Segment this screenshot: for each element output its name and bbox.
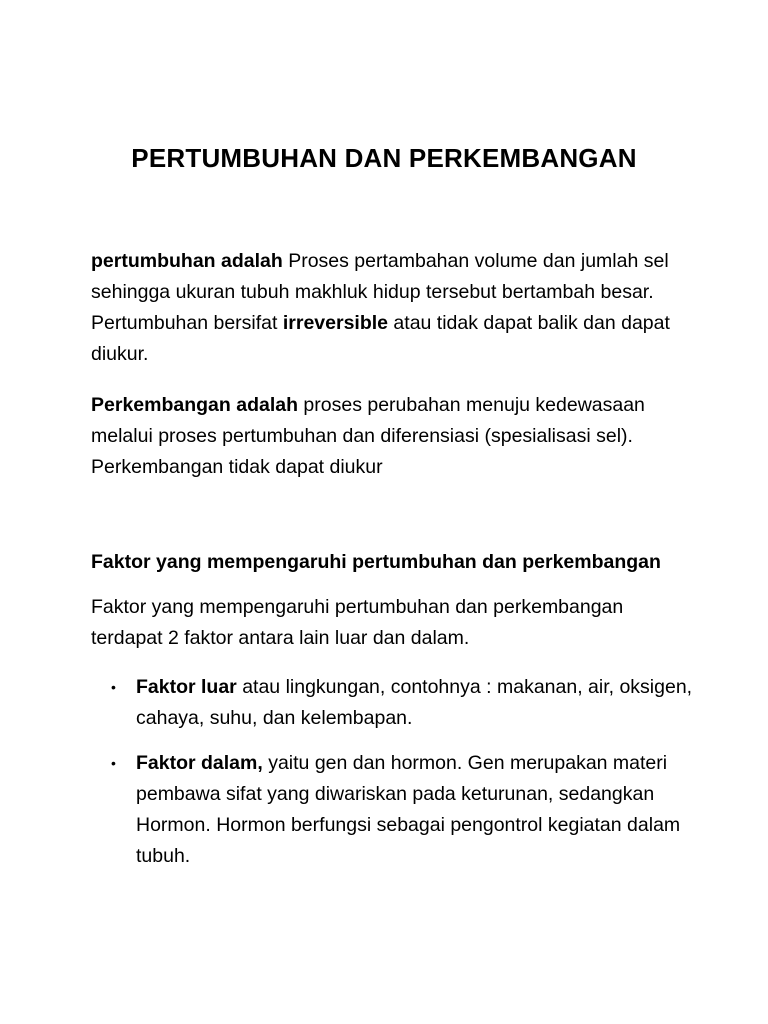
paragraph-text: atau tidak dapat balik dan dapat diukur. (91, 312, 670, 365)
term-irreversible: irreversible (282, 312, 389, 334)
list-item-text (136, 672, 696, 734)
list-item-body: atau lingkungan, contohnya : makanan, air, oksigen, cahaya, suhu, dan kelembapan. (136, 676, 693, 729)
paragraph-perkembangan (91, 390, 691, 483)
term-pertumbuhan: pertumbuhan adalah (91, 250, 283, 272)
paragraph-pertumbuhan (91, 246, 691, 370)
term-faktor-luar: Faktor luar (136, 676, 237, 698)
paragraph-faktor: Faktor yang mempengaruhi pertumbuhan dan perkembangan terdapat 2 faktor antara lain luar dan dalam. (91, 596, 624, 649)
list-item-text (136, 748, 696, 872)
bullet-marker: • (111, 755, 116, 771)
term-faktor-dalam: Faktor dalam, (136, 752, 263, 774)
list-item-body: yaitu gen dan hormon. Gen merupakan materi pembawa sifat yang diwariskan pada keturunan, sedangkan Hormon. Hormon berfungsi sebagai pengontrol kegiatan dalam tubuh. (136, 752, 681, 867)
bullet-marker: • (111, 679, 116, 695)
term-perkembangan: Perkembangan adalah (91, 394, 298, 416)
paragraph-text: Proses pertambahan volume dan jumlah sel sehingga ukuran tubuh makhluk hidup tersebut bertambah besar. Pertumbuhan bersifat (91, 250, 669, 334)
document-title: PERTUMBUHAN DAN PERKEMBANGAN (131, 143, 637, 173)
paragraph-text: proses perubahan menuju kedewasaan melalui proses pertumbuhan dan diferensiasi (spesialisasi sel). Perkembangan tidak dapat diukur (91, 394, 645, 478)
section-heading: Faktor yang mempengaruhi pertumbuhan dan perkembangan (91, 551, 661, 573)
